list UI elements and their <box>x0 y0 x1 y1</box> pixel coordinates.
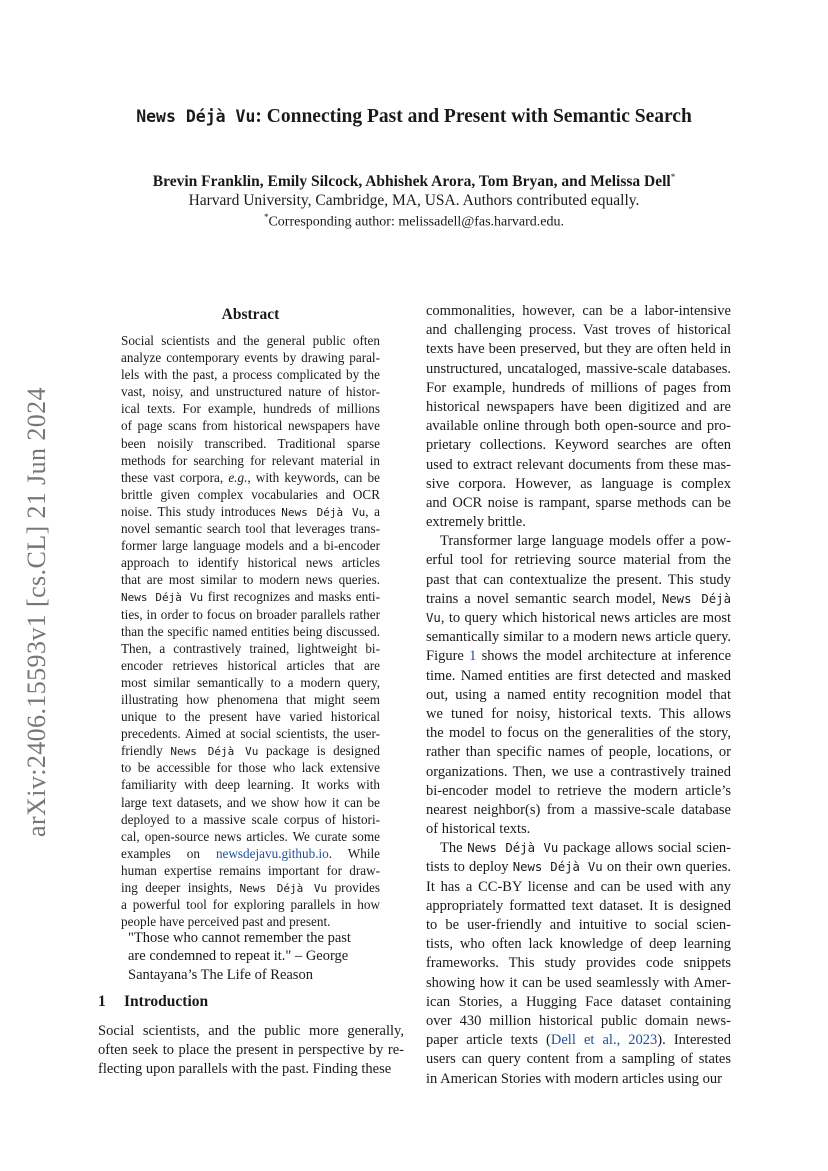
arxiv-id: arXiv:2406.15593v1 [cs.CL] 21 Jun 2024 <box>22 387 51 837</box>
body-line: we tuned for noisy, historical texts. This allows <box>426 705 731 722</box>
body-line: over 430 million historical public domain news- <box>426 1012 731 1029</box>
title-rest: : Connecting Past and Present with Semantic Search <box>255 106 692 127</box>
abstract-heading: Abstract <box>221 306 280 323</box>
title-tool-name: News Déjà Vu <box>136 107 256 126</box>
abstract-line: that are most similar to modern news queries. <box>121 572 380 588</box>
abstract-line: encoder retrieves historical articles that are <box>121 657 380 673</box>
intro-paragraph-left <box>98 1022 404 1080</box>
tool-name: News Déjà Vu <box>121 591 204 605</box>
body-line: in American Stories with modern articles using our <box>426 1070 722 1087</box>
body-line: of historical texts. <box>426 821 531 838</box>
abstract-line: people have perceived past and present. <box>121 914 331 930</box>
body-line: and OCR noise is rampant, sparse methods can be <box>426 494 731 511</box>
body-line: users can query content from a sampling of states <box>426 1051 731 1068</box>
body-line: unstructured, uncataloged, massive-scale databases. <box>426 360 731 377</box>
abstract-line: precedents. Aimed at social scientists, the user- <box>121 726 380 742</box>
abstract-line: friendly News Déjà Vu package is designed <box>121 743 380 759</box>
author-list <box>0 172 828 191</box>
quote-line: Santayana’s The Life of Reason <box>128 966 313 983</box>
abstract-line: human expertise remains important for draw- <box>121 862 380 878</box>
abstract-line: deployed to a massive scale corpus of histori- <box>121 811 380 827</box>
body-line: available online through both open-source and pro- <box>426 418 731 435</box>
corresponding-author <box>0 212 828 231</box>
intro-line: often seek to place the present in perspective by re- <box>98 1042 404 1059</box>
abstract-line: vast, noisy, and unstructured nature of histor- <box>121 384 380 400</box>
body-line: tists to deploy News Déjà Vu on their own queries. <box>426 859 731 876</box>
body-line: prietary collections. Keyword searches are often <box>426 437 731 454</box>
abstract-line: large text datasets, and we show how it can be <box>121 794 380 810</box>
body-line: commonalities, however, can be a labor-intensive <box>426 303 731 319</box>
abstract-line: been noisily transcribed. Traditional sparse <box>121 435 380 451</box>
abstract-line: noise. This study introduces News Déjà Vu, a <box>121 503 380 519</box>
tool-name: News Déjà Vu <box>239 882 328 895</box>
body-line: nearest neighbor(s) from a massive-scale database <box>426 801 731 818</box>
body-line: out, using a named entity recognition model that <box>426 686 731 703</box>
intro-line: flecting upon parallels with the past. Finding these <box>98 1061 392 1078</box>
body-line: semantically similar to a modern news article query. <box>426 629 731 646</box>
abstract-line: methods for searching for relevant material in <box>121 452 380 468</box>
inline-link[interactable]: 1 <box>469 648 477 665</box>
body-line: organizations. Then, we use a contrastively trained <box>426 763 731 780</box>
body-line: texts have been preserved, but they are often held in <box>426 341 731 358</box>
abstract-line: ties, in order to focus on broader parallels rather <box>121 606 380 622</box>
abstract-line: most similar semantically to a modern query, <box>121 674 380 690</box>
body-line: Transformer large language models offer a pow- <box>440 533 731 550</box>
body-line: showing how it can be used seamlessly with Amer- <box>426 974 731 991</box>
body-line: tists, who often lack knowledge of deep learning <box>426 936 731 953</box>
body-line: The News Déjà Vu package allows social scien- <box>440 840 732 857</box>
abstract-line: brittle given complex vocabularies and OCR <box>121 486 380 502</box>
body-line: and challenging process. Vast troves of historical <box>426 322 731 339</box>
tool-name: Vu <box>426 611 441 625</box>
inline-link[interactable]: newsdejavu.github.io <box>215 845 329 861</box>
body-line: Figure 1 shows the model architecture at inference <box>426 648 731 665</box>
abstract-line: than the specific named entities being discussed. <box>121 623 380 639</box>
body-line: used to extract relevant documents from these mas- <box>426 456 731 473</box>
quote-line: "Those who cannot remember the past <box>128 930 351 946</box>
abstract-line: illustrating how phenomena that might seem <box>121 691 380 707</box>
section-heading <box>98 993 208 1011</box>
body-line: It has a CC-BY license and can be used with any <box>426 878 731 895</box>
body-line: erful tool for retrieving source material from the <box>426 552 731 569</box>
body-line: the model to focus on the generalities of the story, <box>426 725 731 742</box>
abstract-line: approach to identify historical news articles <box>121 555 380 571</box>
tool-name: News Déjà Vu <box>170 745 259 759</box>
body-line: historical newspapers have been digitized and are <box>426 398 731 415</box>
epigraph-quote <box>128 929 383 984</box>
body-line: extremely brittle. <box>426 514 526 531</box>
abstract-line: to be accessible for those who lack extensive <box>121 760 380 776</box>
body-line: to be user-friendly and intuitive to social scien- <box>426 917 731 933</box>
abstract-line: Social scientists and the general public often <box>121 333 380 348</box>
section-title: Introduction <box>124 993 209 1010</box>
body-line: For example, hundreds of millions of pages from <box>426 379 731 396</box>
corresponding-text: Corresponding author: melissadell@fas.harvard.edu. <box>268 214 565 230</box>
author-footnote-mark: * <box>670 172 676 182</box>
corresponding-mark: * <box>263 212 269 222</box>
abstract-line: analyze contemporary events by drawing paral- <box>121 350 380 366</box>
body-line: appropriately formatted text dataset. It is designed <box>426 897 731 914</box>
body-line: sive corpora. However, as language is complex <box>426 475 731 492</box>
abstract-line: familiarity with deep learning. It works with <box>121 777 380 793</box>
abstract-line: former large language models and a bi-encoder <box>121 538 380 554</box>
inline-link[interactable]: Dell et al., 2023 <box>550 1032 658 1049</box>
abstract-body <box>121 332 380 930</box>
abstract-line: News Déjà Vu first recognizes and masks enti- <box>121 589 380 605</box>
tool-name: News Déjà Vu <box>467 841 559 856</box>
body-line: bi-encoder model to retrieve the modern article’s <box>426 782 731 799</box>
abstract-line: of page scans from historical newspapers have <box>121 418 380 434</box>
body-line: Vu, to query which historical news articles are most <box>426 610 731 626</box>
abstract-line: these vast corpora, e.g., with keywords, can be <box>121 469 380 485</box>
abstract-line: novel semantic search tool that leverages trans- <box>121 521 380 537</box>
abstract-line: examples on newsdejavu.github.io. While <box>121 845 380 861</box>
body-line: paper article texts (Dell et al., 2023). Interested <box>426 1032 731 1049</box>
abstract-line: a powerful tool for exploring parallels in how <box>121 897 380 913</box>
paper-title <box>0 106 828 128</box>
intro-column-right <box>426 302 731 1089</box>
abstract-line: unique to the present have varied historical <box>121 709 380 725</box>
abstract-line: ing deeper insights, News Déjà Vu provides <box>121 880 380 895</box>
abstract-line: Then, a contrastively trained, lightweight bi- <box>121 640 380 656</box>
abstract-line: cal, open-source news articles. We curate some <box>121 828 380 844</box>
author-names: Brevin Franklin, Emily Silcock, Abhishek Arora, Tom Bryan, and Melissa Dell <box>152 173 671 191</box>
tool-name: News Déjà Vu <box>512 860 603 875</box>
affiliation: Harvard University, Cambridge, MA, USA. Authors contributed equally. <box>188 192 640 209</box>
body-line: past that can contextualize the present. This study <box>426 571 731 588</box>
body-line: ican Stories, a Hugging Face dataset containing <box>426 993 731 1010</box>
body-line: trains a novel semantic search model, News Déjà <box>426 590 731 607</box>
abstract-line: lels with the past, a process complicated by the <box>121 367 380 383</box>
tool-name: News Déjà Vu <box>281 505 366 519</box>
tool-name: News Déjà <box>661 591 731 606</box>
quote-line: are condemned to repeat it." – George <box>128 948 349 965</box>
italic-text: e.g., <box>228 469 251 485</box>
body-line: frameworks. This study provides code snippets <box>426 955 731 972</box>
body-line: rather than specific names of people, locations, or <box>426 744 731 761</box>
intro-line: Social scientists, and the public more generally, <box>98 1023 404 1039</box>
body-line: time. Named entities are first detected and masked <box>426 667 731 684</box>
section-number: 1 <box>98 993 106 1010</box>
abstract-line: ical texts. For example, hundreds of millions <box>121 401 380 417</box>
